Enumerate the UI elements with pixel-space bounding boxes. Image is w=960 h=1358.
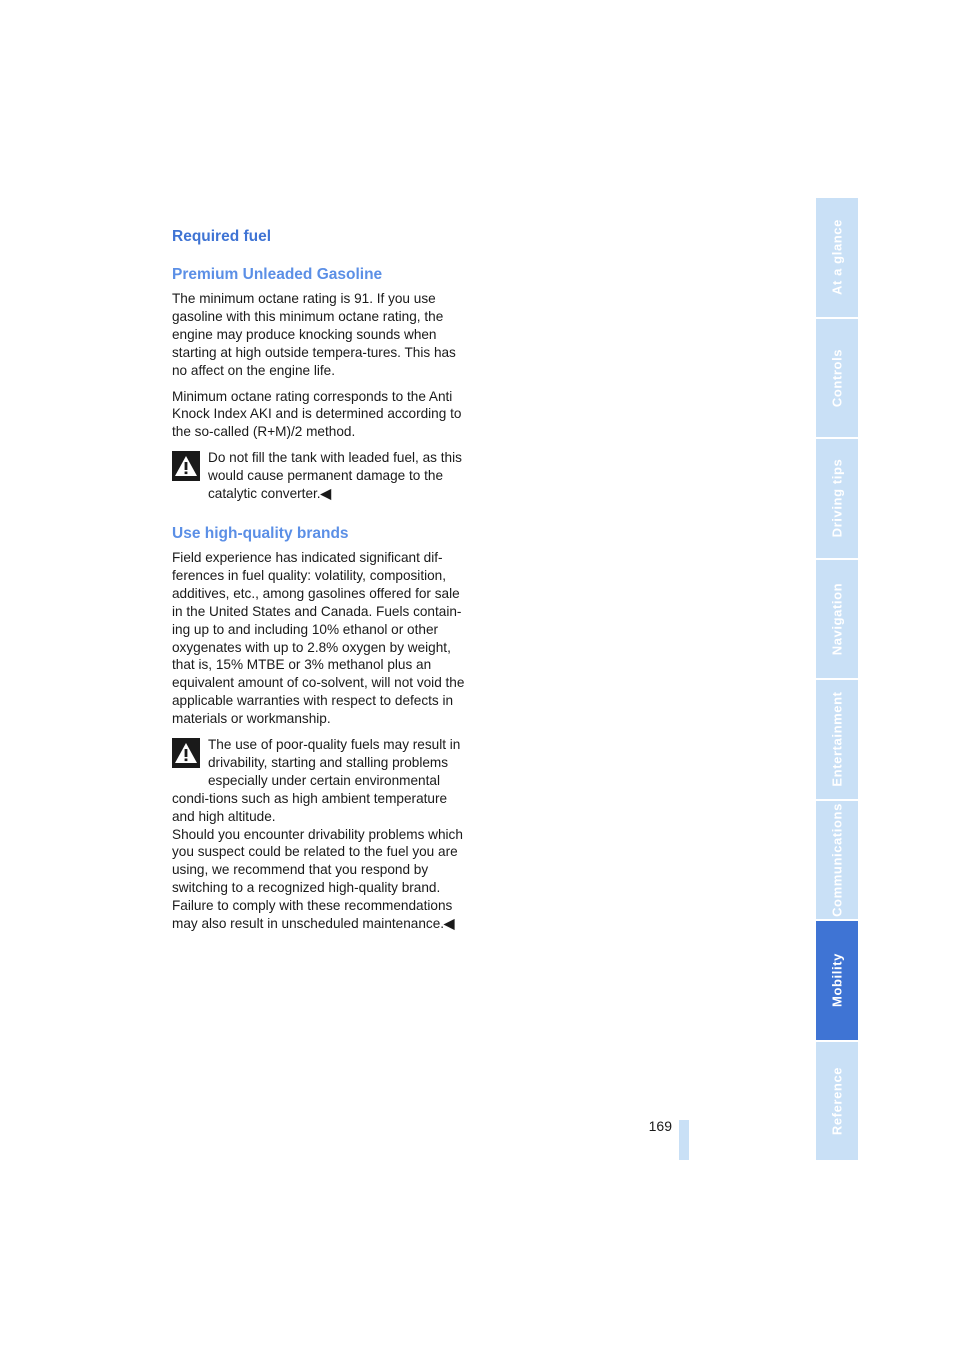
warning-poor-quality-text-1: The use of poor-quality fuels may result in drivability, starting and stalling problems especially under certain environmental condi-tions such as high ambient temperature and high altitude. <box>172 737 461 824</box>
chapter-tab-controls[interactable] <box>816 319 858 440</box>
chapter-tabs <box>816 198 858 1160</box>
end-mark-icon: ◀ <box>320 486 332 502</box>
chapter-tab-label: Mobility <box>829 953 845 1008</box>
chapter-tab-mobility[interactable] <box>816 921 858 1042</box>
warning-poor-quality-text-2: Should you encounter drivability problems which you suspect could be related to the fuel you are using, we recommend that you respond by switching to a recognized high-quality brand. <box>172 826 463 896</box>
chapter-tab-reference[interactable] <box>816 1042 858 1161</box>
warning-poor-quality-text-3 <box>172 897 467 933</box>
warning-triangle-icon <box>172 738 200 768</box>
main-content <box>172 228 467 941</box>
chapter-tab-driving-tips[interactable] <box>816 439 858 560</box>
chapter-tab-label: Communications <box>829 802 845 917</box>
warning-leaded-fuel <box>172 449 467 503</box>
chapter-tab-navigation[interactable] <box>816 560 858 681</box>
chapter-tab-label: At a glance <box>829 219 845 296</box>
end-mark-icon: ◀ <box>444 916 455 932</box>
warning-triangle-icon <box>172 451 200 481</box>
warning-poor-quality-fuel <box>172 736 467 933</box>
premium-paragraph-1: The minimum octane rating is 91. If you use gasoline with this minimum octane rating, the engine may produce knocking sounds when starting at high outside tempera-tures. This has no affect on the engine life. <box>172 291 456 378</box>
premium-paragraph-2: Minimum octane rating corresponds to the Anti Knock Index AKI and is determined according to the so-called (R+M)/2 method. <box>172 388 462 440</box>
chapter-tab-label: Driving tips <box>829 458 845 538</box>
page-edge-marker <box>679 1120 689 1160</box>
section-title: Required fuel <box>172 228 272 245</box>
chapter-tab-label: Controls <box>829 348 845 407</box>
chapter-tab-entertainment[interactable] <box>816 680 858 801</box>
warning-leaded-text <box>172 449 467 503</box>
brands-paragraph-1: Field experience has indicated significant dif-ferences in fuel quality: volatility, composition, additives, etc., among gasolines offered for sale in the United States and Canada. Fuels contain-ing up to and including 10% ethanol or other oxygenates with up to 2.8% oxygen by weight, that is, 15% MTBE or 3% methanol plus an equivalent amount of co-solvent, will not void the applicable warranties with respect to defects in materials or workmanship. <box>172 549 465 727</box>
brands-heading: Use high-quality brands <box>172 524 349 542</box>
chapter-tab-label: Reference <box>829 1066 845 1135</box>
chapter-tab-label: Navigation <box>829 582 845 655</box>
warning-leaded-body: Do not fill the tank with leaded fuel, as this would cause permanent damage to the catalytic converter. <box>208 450 462 502</box>
premium-heading: Premium Unleaded Gasoline <box>172 266 383 283</box>
warning-poor-quality-body-3: Failure to comply with these recommendations may also result in unscheduled maintenance. <box>172 898 453 932</box>
page-number: 169 <box>648 1118 672 1134</box>
chapter-tab-at-a-glance[interactable] <box>816 198 858 319</box>
chapter-tab-label: Entertainment <box>829 691 845 787</box>
chapter-tab-communications[interactable] <box>816 801 858 922</box>
